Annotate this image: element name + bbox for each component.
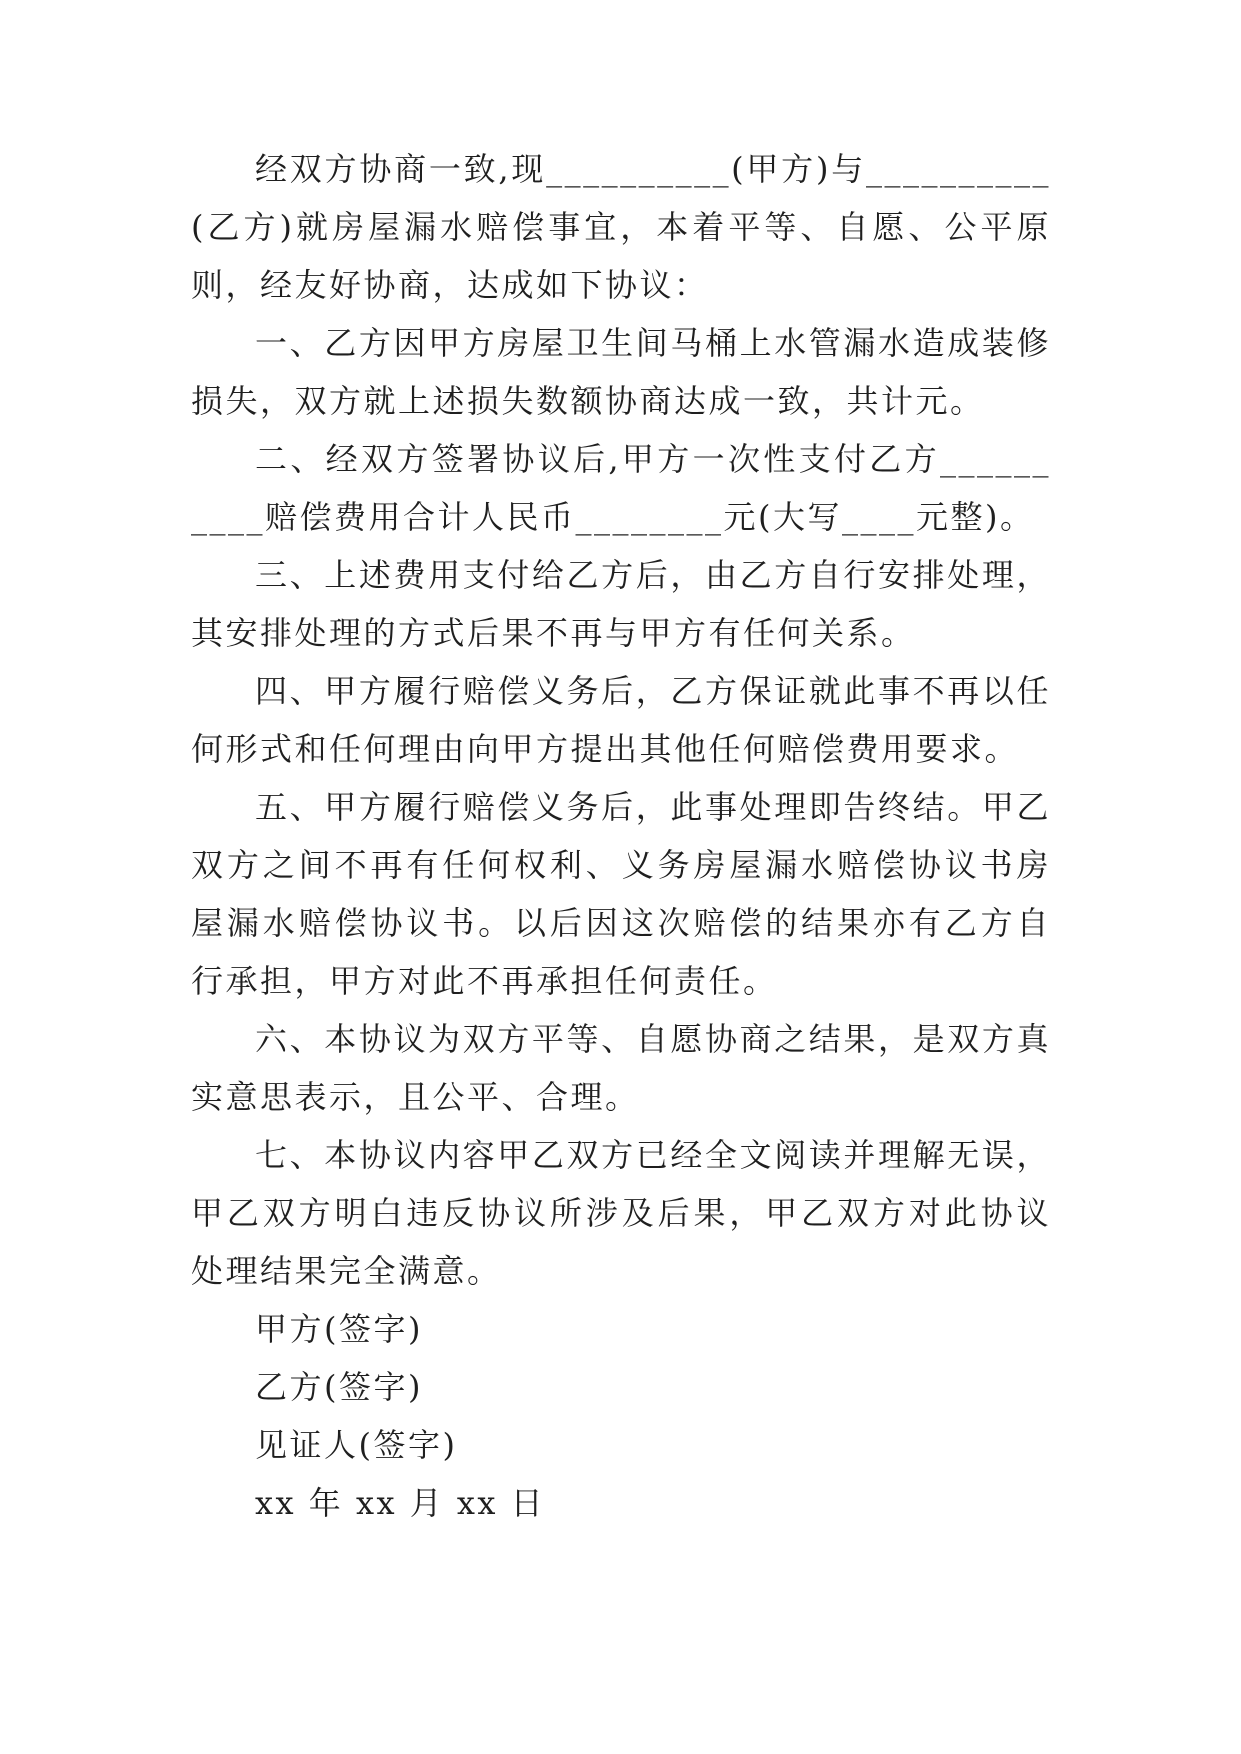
paragraph-clause-5: 五、甲方履行赔偿义务后，此事处理即告终结。甲乙双方之间不再有任何权利、义务房屋漏水赔偿协议书房屋漏水赔偿协议书。以后因这次赔偿的结果亦有乙方自行承担，甲方对此不再承担任何责任。 <box>191 788 1051 1000</box>
paragraph-clause-1: 一、乙方因甲方房屋卫生间马桶上水管漏水造成装修损失，双方就上述损失数额协商达成一致，共计元。 <box>191 324 1051 420</box>
paragraph-clause-7: 七、本协议内容甲乙双方已经全文阅读并理解无误，甲乙双方明白违反协议所涉及后果，甲乙双方对此协议处理结果完全满意。 <box>191 1136 1051 1290</box>
paragraph-clause-3: 三、上述费用支付给乙方后，由乙方自行安排处理，其安排处理的方式后果不再与甲方有任何关系。 <box>191 556 1051 652</box>
paragraph-clause-4: 四、甲方履行赔偿义务后，乙方保证就此事不再以任何形式和任何理由向甲方提出其他任何赔偿费用要求。 <box>191 672 1051 768</box>
paragraph-preamble: 经双方协商一致,现__________(甲方)与__________(乙方)就房屋漏水赔偿事宜，本着平等、自愿、公平原则，经友好协商，达成如下协议： <box>191 150 1051 304</box>
signature-date: xx 年 xx 月 xx 日 <box>255 1484 546 1522</box>
agreement-document <box>191 140 1051 1532</box>
signature-witness: 见证人(签字) <box>255 1426 458 1464</box>
paragraph-clause-2: 二、经双方签署协议后,甲方一次性支付乙方__________赔偿费用合计人民币________元(大写____元整)。 <box>191 440 1051 536</box>
signature-party-b: 乙方(签字) <box>255 1368 423 1406</box>
signature-party-a: 甲方(签字) <box>255 1310 423 1348</box>
paragraph-clause-6: 六、本协议为双方平等、自愿协商之结果，是双方真实意思表示，且公平、合理。 <box>191 1020 1051 1116</box>
